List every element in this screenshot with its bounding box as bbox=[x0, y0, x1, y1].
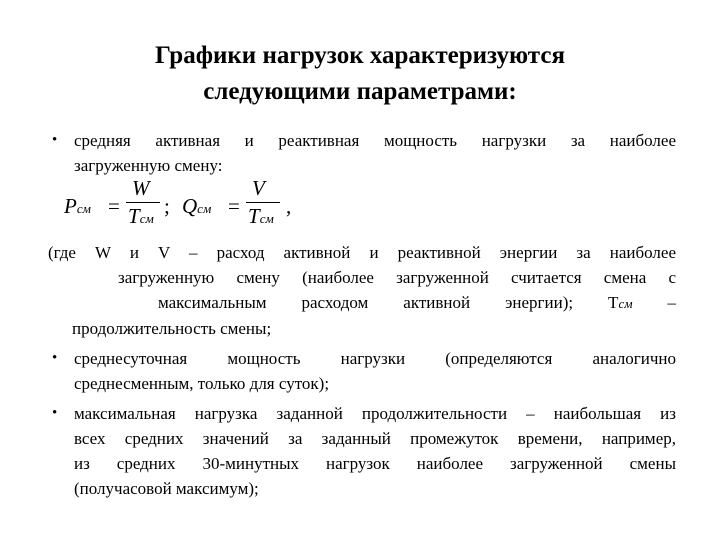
item3-line2: всех средних значений за заданный промежуток времени, например, bbox=[74, 429, 676, 448]
item3-line3: из средних 30-минутных нагрузок наиболее загруженной смены bbox=[74, 454, 676, 473]
item3-line4: (получасовой максимум); bbox=[74, 479, 259, 498]
bullet-icon: • bbox=[52, 132, 58, 148]
title-line-1: Графики нагрузок характеризуются bbox=[154, 42, 566, 69]
item2-line2: среднесменным, только для суток); bbox=[74, 374, 330, 393]
formula-semicolon: ; bbox=[164, 194, 170, 218]
formula-Q: Qсм bbox=[182, 194, 212, 218]
formula-W: W bbox=[132, 176, 150, 200]
formula-V: V bbox=[252, 176, 265, 200]
item3-line1: максимальная нагрузка заданной продолжительности – наибольшая из bbox=[74, 404, 676, 423]
slide-title bbox=[60, 38, 660, 110]
explanation-line3: максимальным расходом активной энергии); Tсм – bbox=[158, 293, 676, 312]
slide-body bbox=[48, 128, 676, 501]
explanation-line4: продолжительность смены; bbox=[72, 319, 272, 338]
item1-line1: средняя активная и реактивная мощность нагрузки за наиболее bbox=[74, 131, 676, 150]
explanation-line2: загруженную смену (наиболее загруженной считается смена с bbox=[118, 268, 676, 287]
formula-frac-bar-2 bbox=[246, 202, 280, 203]
explanation-paragraph bbox=[48, 240, 676, 341]
formula bbox=[64, 176, 676, 234]
explanation-line1: (где W и V – расход активной и реактивной энергии за наиболее bbox=[48, 243, 676, 262]
bullet-item-average-power bbox=[48, 128, 676, 178]
item1-line2: загруженную смену: bbox=[74, 156, 223, 175]
formula-T-1: Tсм bbox=[128, 204, 154, 228]
formula-P: Pсм bbox=[64, 194, 91, 218]
bullet-item-daily-power bbox=[48, 346, 676, 396]
bullet-icon: • bbox=[52, 405, 58, 421]
bullet-icon: • bbox=[52, 350, 58, 366]
formula-T-2: Tсм bbox=[248, 204, 274, 228]
formula-frac-bar-1 bbox=[126, 202, 160, 203]
bullet-item-max-load bbox=[48, 401, 676, 501]
formula-eq-1: = bbox=[108, 194, 120, 218]
item2-line1: среднесуточная мощность нагрузки (определяются аналогично bbox=[74, 349, 676, 368]
formula-comma: , bbox=[286, 194, 292, 218]
formula-eq-2: = bbox=[228, 194, 240, 218]
title-line-2: следующими параметрами: bbox=[203, 78, 517, 105]
